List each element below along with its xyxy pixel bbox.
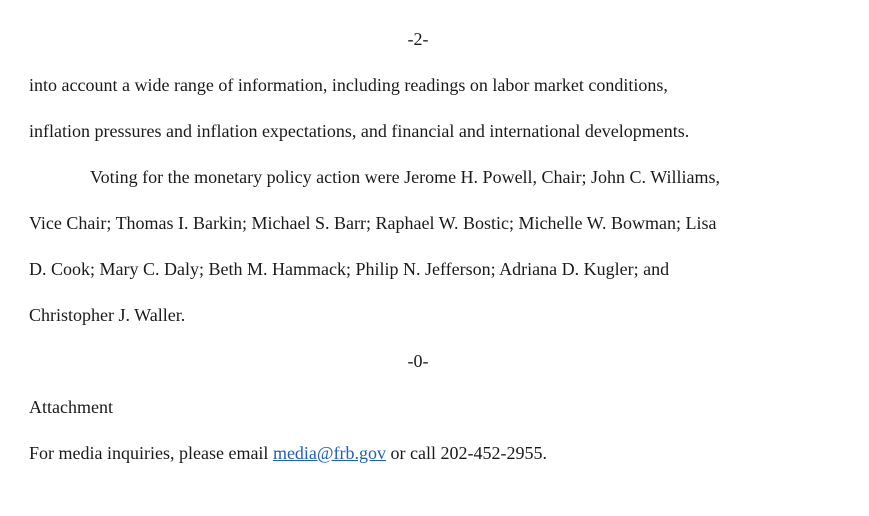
paragraph2-line2: Vice Chair; Thomas I. Barkin; Michael S. Barr; Raphael W. Bostic; Michelle W. Bowman; Lisa <box>29 213 717 233</box>
end-marker: -0- <box>407 351 429 371</box>
media-suffix: or call 202-452-2955. <box>385 443 547 463</box>
paragraph1-line2: inflation pressures and inflation expectations, and financial and international developments. <box>29 121 690 141</box>
paragraph1-line1: into account a wide range of information, including readings on labor market conditions, <box>29 75 668 95</box>
media-email-link[interactable]: media@frb.gov <box>272 443 386 463</box>
paragraph2-line4: Christopher J. Waller. <box>29 305 186 325</box>
paragraph2-line1: Voting for the monetary policy action were Jerome H. Powell, Chair; John C. Williams, <box>90 167 720 187</box>
page-number: -2- <box>407 29 429 49</box>
media-inquiries-line <box>29 442 547 464</box>
attachment-label: Attachment <box>29 397 113 417</box>
media-prefix: For media inquiries, please email <box>29 443 273 463</box>
paragraph2-line3: D. Cook; Mary C. Daly; Beth M. Hammack; Philip N. Jefferson; Adriana D. Kugler; and <box>29 259 670 279</box>
